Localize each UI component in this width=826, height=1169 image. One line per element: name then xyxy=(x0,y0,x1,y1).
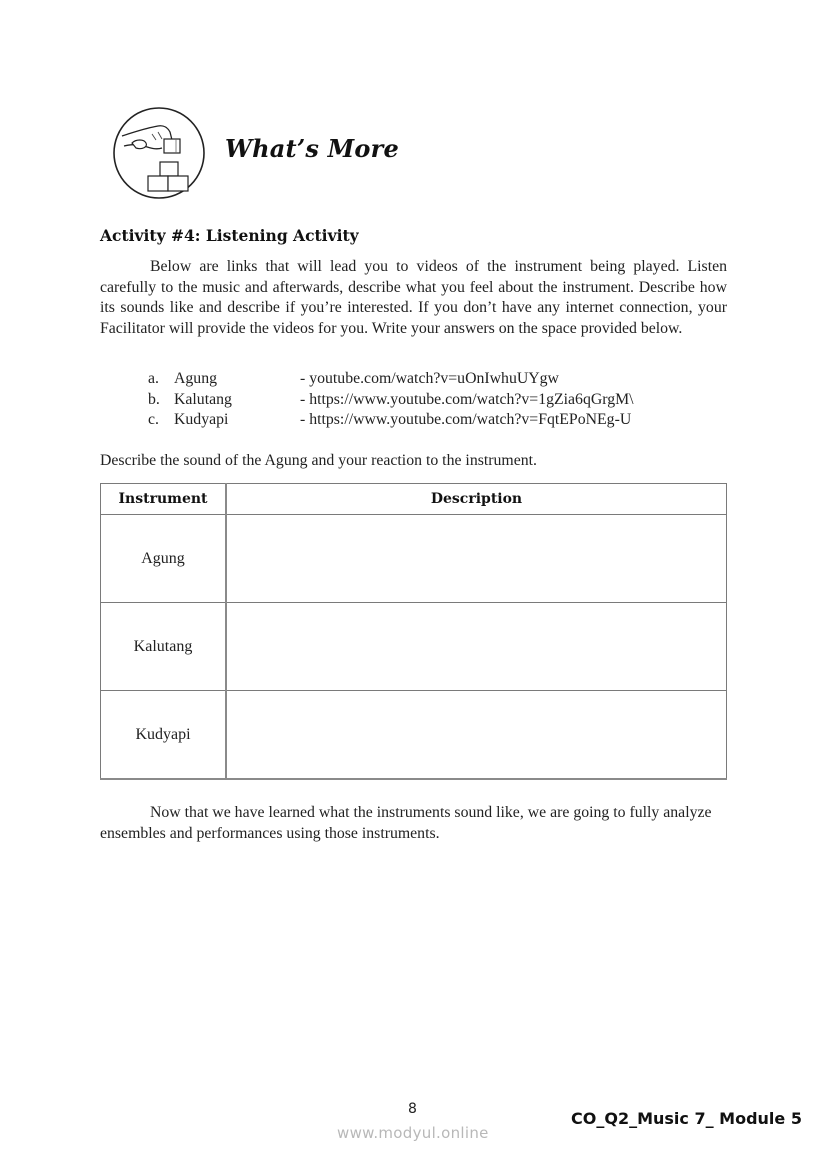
table-prompt: Describe the sound of the Agung and your reaction to the instrument. xyxy=(100,452,537,469)
link-item-agung xyxy=(148,369,634,390)
module-code: CO_Q2_Music 7_ Module 5 xyxy=(571,1109,802,1128)
description-answer-cell[interactable] xyxy=(226,603,727,691)
header-instrument: Instrument xyxy=(101,484,227,515)
instrument-name: Agung xyxy=(174,370,218,387)
list-letter: c. xyxy=(148,411,159,429)
video-link[interactable]: - https://www.youtube.com/watch?v=FqtEPoNEg-U xyxy=(300,411,632,429)
list-letter: b. xyxy=(148,390,160,408)
link-item-kudyapi xyxy=(148,410,634,431)
instrument-name: Kudyapi xyxy=(174,411,229,429)
hand-stacking-blocks-icon xyxy=(112,106,206,200)
table-row xyxy=(101,691,727,780)
description-answer-cell[interactable] xyxy=(226,691,727,780)
link-item-kalutang xyxy=(148,390,634,411)
intro-paragraph xyxy=(100,257,727,339)
instrument-name: Kalutang xyxy=(174,390,232,408)
outro-text: Now that we have learned what the instruments sound like, we are going to fully analyze ensembles and performances using those instruments. xyxy=(100,804,712,842)
instrument-cell: Kudyapi xyxy=(101,691,227,780)
instrument-cell: Agung xyxy=(101,515,227,603)
table-row xyxy=(101,515,727,603)
table-header-row xyxy=(101,484,727,515)
page-number: 8 xyxy=(408,1101,417,1117)
video-link[interactable]: - https://www.youtube.com/watch?v=1gZia6qGrgM\ xyxy=(300,390,634,408)
header-description: Description xyxy=(226,484,727,515)
intro-text: Below are links that will lead you to videos of the instrument being played. Listen carefully to the music and afterwards, describe what you feel about the instrument. Describe how its sounds like and describe if you’re interested. If you don’t have any internet connection, your Facilitator will provide the videos for you. Write your answers on the space provided below. xyxy=(100,258,727,337)
video-link[interactable]: - youtube.com/watch?v=uOnIwhuUYgw xyxy=(300,370,559,387)
outro-paragraph xyxy=(100,803,727,844)
list-letter: a. xyxy=(148,370,159,387)
table-row xyxy=(101,603,727,691)
instrument-cell: Kalutang xyxy=(101,603,227,691)
section-title: What’s More xyxy=(225,134,399,163)
watermark: www.modyul.online xyxy=(337,1124,489,1142)
activity-title: Activity #4: Listening Activity xyxy=(100,226,359,245)
instrument-description-table xyxy=(100,483,727,780)
description-answer-cell[interactable] xyxy=(226,515,727,603)
video-link-list xyxy=(148,369,634,431)
